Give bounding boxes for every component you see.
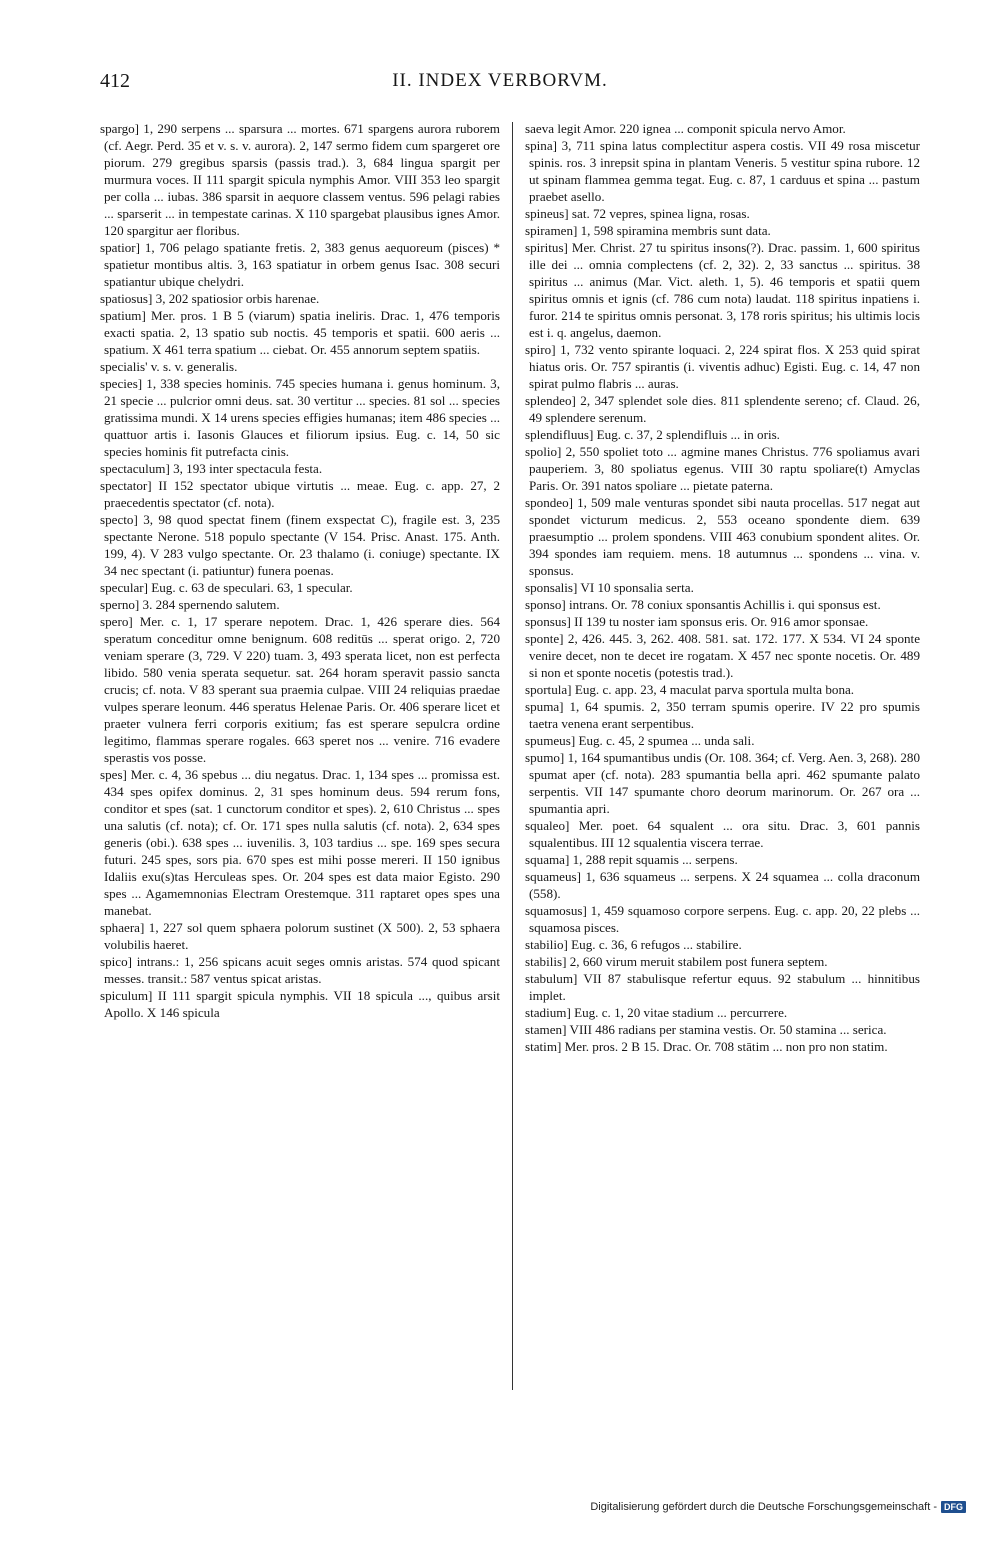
index-entry: spiro] 1, 732 vento spirante loquaci. 2, 224 spirat flos. X 253 quid spirat hiatus oris. Or. 757 spirantis (i. viventis adhuc) Egisti. Eug. c. 14, 47 non spirat pulmo flabris ... auras. xyxy=(525,342,920,391)
index-entry: saeva legit Amor. 220 ignea ... componit spicula nervo Amor. xyxy=(525,121,846,136)
index-entry: species] 1, 338 species hominis. 745 species humana i. genus hominum. 3, 21 specie ... pulcrior omni deus. sat. 30 vertitur ... species. 81 sol ... species gratissima mundi. X 14 urens species effigies humanas; item 486 species ... quattuor artis i. Iasonis Glauces et filiorum ipsius. Eug. c. 14, 50 sic species hominis fit putrefacta cinis. xyxy=(100,376,500,459)
index-entry: sportula] Eug. c. app. 23, 4 maculat parva sportula multa bona. xyxy=(525,682,855,697)
column-divider xyxy=(512,122,513,1390)
footer-credit-text: Digitalisierung gefördert durch die Deutsche Forschungsgemeinschaft - xyxy=(590,1501,937,1513)
index-entry: statim] Mer. pros. 2 B 15. Drac. Or. 708 stātim ... non pro non statim. xyxy=(525,1039,888,1054)
index-entry: sponte] 2, 426. 445. 3, 262. 408. 581. sat. 172. 177. X 534. VI 24 sponte venire decet, non te decet ire rogatam. X 457 nec sponte nocetis. Or. 489 si non et sponte nocetis (potestis trad.). xyxy=(525,631,920,680)
index-entry: spondeo] 1, 509 male venturas spondet sibi nauta procellas. 517 negat aut spondet victurum medicus. 2, 553 oceano spondente diem. 639 praesumptio ... prolem spondens. VIII 463 conubium spondent alites. Or. 394 spondes iam requiem. mens. 18 autumnus ... spondens ... vina. v. sponsus. xyxy=(525,495,920,578)
index-entry: squamosus] 1, 459 squamoso corpore serpens. Eug. c. app. 20, 22 plebs ... squamosa pisces. xyxy=(525,903,920,935)
index-entry: sphaera] 1, 227 sol quem sphaera polorum sustinet (X 500). 2, 53 sphaera volubilis haeret. xyxy=(100,920,500,952)
index-entry: sperno] 3. 284 spernendo salutem. xyxy=(100,597,280,612)
index-entry: spiramen] 1, 598 spiramina membris sunt data. xyxy=(525,223,771,238)
running-head: II. INDEX VERBORVM. xyxy=(392,70,608,91)
index-entry: specialis' v. s. v. generalis. xyxy=(100,359,238,374)
index-entry: splendifluus] Eug. c. 37, 2 splendifluis ... in oris. xyxy=(525,427,780,442)
index-entry: splendeo] 2, 347 splendet sole dies. 811 splendente sereno; cf. Claud. 26, 49 splendere serenum. xyxy=(525,393,920,425)
index-entry: spineus] sat. 72 vepres, spinea ligna, rosas. xyxy=(525,206,750,221)
index-entry: stadium] Eug. c. 1, 20 vitae stadium ... percurrere. xyxy=(525,1005,788,1020)
index-entry: specto] 3, 98 quod spectat finem (finem exspectat C), fragile est. 3, 235 spectante Nerone. 518 populo spectante (V 154. Prisc. Anast. 175. Anth. 199, 4). V 283 vulgo spectante. Or. 23 thalamo (i. coniuge) spectante. IX 34 nec spectant (i. patiuntur) funera poenas. xyxy=(100,512,500,578)
index-entry: spiculum] II 111 spargit spicula nymphis. VII 18 spicula ..., quibus arsit Apollo. X 146 spicula xyxy=(100,988,500,1020)
index-entry: sponso] intrans. Or. 78 coniux sponsantis Achillis i. qui sponsus est. xyxy=(525,597,881,612)
index-entry: spolio] 2, 550 spoliet toto ... agmine manes Christus. 776 spoliamus avari pauperiem. 3, 80 spoliatus egenus. VIII 30 raptu spoliare(t) Amyclas Paris. Or. 391 natos spoliare ... pietate paterna. xyxy=(525,444,920,493)
right-column xyxy=(525,120,920,1055)
index-entry: squaleo] Mer. poet. 64 squalent ... ora situ. Drac. 3, 601 pannis squalentibus. III 12 squalentia viscera terrae. xyxy=(525,818,920,850)
index-entry: spargo] 1, 290 serpens ... sparsura ... mortes. 671 spargens aurora ruborem (cf. Aegr. Perd. 35 et v. s. v. aurora). 2, 147 sermo fidem cum spargeret ore piorum. 279 gregibus sparsis (passis trad.). 3, 684 lingua spargit per murmura voces. II 111 spargit spicula nymphis Amor. VIII 353 leo spargit per colla ... iubas. 386 sparsit in aequore classem ventus. 596 pelagi rabies ... sparserit ... in tempestate carinas. X 110 spargebat plausibus ignes Amor. 120 spargitur aer floribus. xyxy=(100,121,500,238)
index-entry: sponsalis] VI 10 sponsalia serta. xyxy=(525,580,694,595)
index-entry: spatior] 1, 706 pelago spatiante fretis. 2, 383 genus aequoreum (pisces) * spatietur montibus altis. 3, 163 spatiatur in orbem genus Isac. 308 securi spatiantur ubique chelydri. xyxy=(100,240,500,289)
index-entry: spatium] Mer. pros. 1 B 5 (viarum) spatia ineliris. Drac. 1, 476 temporis exacti spatia. 2, 13 spatio sub noctis. 45 temporis et spatii. 600 aeris ... spatium. X 461 terra spatium ... ciebat. Or. 455 annorum septem spatiis. xyxy=(100,308,500,357)
index-entry: sponsus] II 139 tu noster iam sponsus eris. Or. 916 amor sponsae. xyxy=(525,614,869,629)
dfg-logo-icon: DFG xyxy=(941,1501,966,1513)
index-entry: stamen] VIII 486 radians per stamina vestis. Or. 50 stamina ... serica. xyxy=(525,1022,887,1037)
index-entry: spes] Mer. c. 4, 36 spebus ... diu negatus. Drac. 1, 134 spes ... promissa est. 434 spes opifex dominus. 2, 31 spes hominum deus. 594 rerum fons, conditor et spes (sat. 1 cunctorum conditor et spes). 2, 610 Christus ... spes una salutis (cf. nota); cf. Or. 171 spes nulla salutis (cf. nota). 2, 634 spes generis (obi.). 638 spes ... iuvenilis. 3, 103 tardius ... spe. 169 spes secura futuri. 245 spes, sors pia. 670 spes est mihi posse mereri. II 150 ignibus Idaliis exu(s)tas Herculeas spes. Or. 204 spes est data maior Egisto. 290 spes ... Agamemnonias Electram Orestemque. 311 raptaret opes spes una manebat. xyxy=(100,767,500,918)
index-entry: spumeus] Eug. c. 45, 2 spumea ... unda sali. xyxy=(525,733,755,748)
index-entry: squameus] 1, 636 squameus ... serpens. X 24 squamea ... colla draconum (558). xyxy=(525,869,920,901)
index-entry: spina] 3, 711 spina latus complectitur aspera costis. VII 49 rosa miscetur spinis. ros. 3 inrepsit spina in plantam Veneris. 5 vestitur spina rubore. 12 ut spinam flammea gemma tegat. Eug. c. 87, 1 carduus et spina ... pastum praebet asello. xyxy=(525,138,920,204)
index-entry: spatiosus] 3, 202 spatiosior orbis harenae. xyxy=(100,291,320,306)
index-entry: spuma] 1, 64 spumis. 2, 350 terram spumis operire. IV 22 pro spumis taetra venena erant serpentibus. xyxy=(525,699,920,731)
index-entry: squama] 1, 288 repit squamis ... serpens. xyxy=(525,852,738,867)
index-entry: spectaculum] 3, 193 inter spectacula festa. xyxy=(100,461,323,476)
index-entry: spiritus] Mer. Christ. 27 tu spiritus insons(?). Drac. passim. 1, 600 spiritus ille dei ... omnia complectens (cf. 2, 32). 2, 33 sanctus ... spiritus. 38 spiritus ... animus (Mar. Vict. aleth. 1, 5). 46 temporis et spatii quem spiritus omnis et ignis (cf. 786 cum nota) laudat. 118 spiritus inpatiens i. furor. 214 te spiritus omnis personat. 3, 178 roris spiritus; his ultimis locis est i. q. angelus, daemon. xyxy=(525,240,920,340)
index-entry: specular] Eug. c. 63 de speculari. 63, 1 specular. xyxy=(100,580,353,595)
page-number: 412 xyxy=(100,70,130,92)
index-entry: stabilis] 2, 660 virum meruit stabilem post funera septem. xyxy=(525,954,828,969)
index-entry: stabulum] VII 87 stabulisque refertur equus. 92 stabulum ... hinnitibus implet. xyxy=(525,971,920,1003)
index-entry: spero] Mer. c. 1, 17 sperare nepotem. Drac. 1, 426 sperare dies. 564 speratum conceditur omne benignum. 608 reditūs ... sperat origo. 2, 720 veniam sperare (3, 729. V 220) tuam. 3, 493 sperata licet, non est perfecta libido. 580 venia sperata sequetur. sat. 264 horam speravit passio sancta crucis; cf. nota. V 83 sperant sua praemia culpae. VIII 24 reliquias praedae vulpes sperare leonum. 446 speratus Helenae Paris. Or. 406 sperare licet et praeter vulnera ferri corporis exitium; fas est sperare sepulcra ordine legitimo, flammas sperare rogales. 663 speret nos ... venire. 716 evadere sperastis vos posse. xyxy=(100,614,500,765)
index-entry: stabilio] Eug. c. 36, 6 refugos ... stabilire. xyxy=(525,937,742,952)
left-column xyxy=(100,120,500,1021)
index-entry: spumo] 1, 164 spumantibus undis (Or. 108. 364; cf. Verg. Aen. 3, 268). 280 spumat aper (cf. nota). 283 spumantia bella apri. 462 spumante palato serpentis. VII 147 spumante choro deorum marinorum. Or. 267 ora ... spumantia apri. xyxy=(525,750,920,816)
footer-credit xyxy=(590,1501,966,1513)
index-entry: spectator] II 152 spectator ubique virtutis ... meae. Eug. c. app. 27, 2 praecedentis spectator (cf. nota). xyxy=(100,478,500,510)
index-entry: spico] intrans.: 1, 256 spicans acuit seges omnis aristas. 574 quod spicant messes. transit.: 587 ventus spicat aristas. xyxy=(100,954,500,986)
